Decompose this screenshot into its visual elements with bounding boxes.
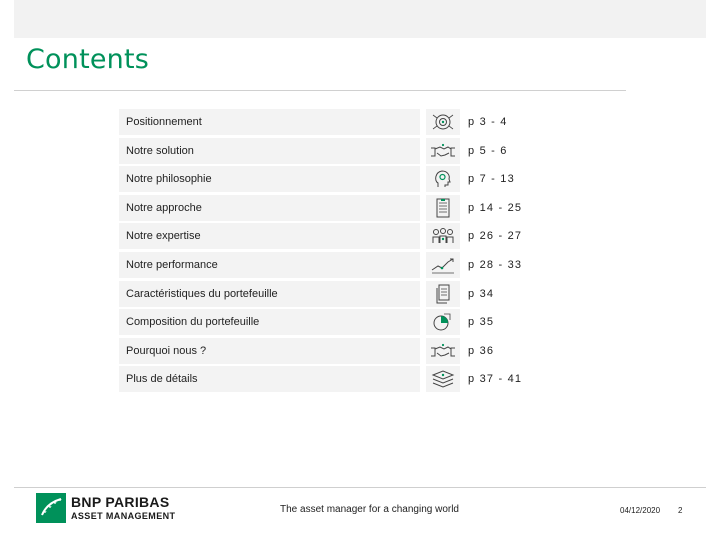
footer-divider [14,487,706,488]
footer-date: 04/12/2020 [620,506,661,515]
company-logo [36,493,175,523]
page-title: Contents [26,44,150,75]
toc-label: Notre philosophie [119,166,420,192]
handshake-icon [426,138,460,164]
toc-page-range: p 7 - 13 [468,173,515,186]
toc-page-range: p 34 [468,287,495,300]
toc-page-range: p 35 [468,316,495,329]
toc-page-range: p 14 - 25 [468,201,523,214]
growth-icon [426,252,460,278]
toc-page-range: p 26 - 27 [468,230,523,243]
toc-row [119,252,539,278]
toc-page-range: p 28 - 33 [468,258,523,271]
handshake-icon [426,338,460,364]
checklist-icon [426,195,460,221]
toc-page-range: p 36 [468,344,495,357]
toc-row [119,195,539,221]
document-icon [426,281,460,307]
top-band [14,0,706,38]
head-gear-icon [426,166,460,192]
toc-label: Composition du portefeuille [119,309,420,335]
brand-name: BNP PARIBAS [71,494,170,510]
toc-row [119,281,539,307]
toc-label: Notre solution [119,138,420,164]
toc-row [119,366,539,392]
toc-row [119,109,539,135]
toc-page-range: p 37 - 41 [468,373,523,386]
toc-row [119,223,539,249]
page-number: 2 [678,506,683,515]
toc-page-range: p 5 - 6 [468,144,508,157]
tagline: The asset manager for a changing world [280,504,459,515]
toc-page-range: p 3 - 4 [468,116,508,128]
table-of-contents [119,109,539,395]
stars-logo-icon [36,493,66,523]
toc-row [119,138,539,164]
toc-label: Positionnement [119,109,420,135]
toc-label: Notre performance [119,252,420,278]
toc-label: Plus de détails [119,366,420,392]
toc-label: Pourquoi nous ? [119,338,420,364]
title-divider [14,90,626,91]
team-icon [426,223,460,249]
toc-label: Caractéristiques du portefeuille [119,281,420,307]
target-icon [426,109,460,135]
brand-subtitle: ASSET MANAGEMENT [71,511,176,521]
toc-label: Notre approche [119,195,420,221]
toc-row [119,166,539,192]
stack-icon [426,366,460,392]
toc-row [119,338,539,364]
toc-label: Notre expertise [119,223,420,249]
pie-chart-icon [426,309,460,335]
toc-row [119,309,539,335]
